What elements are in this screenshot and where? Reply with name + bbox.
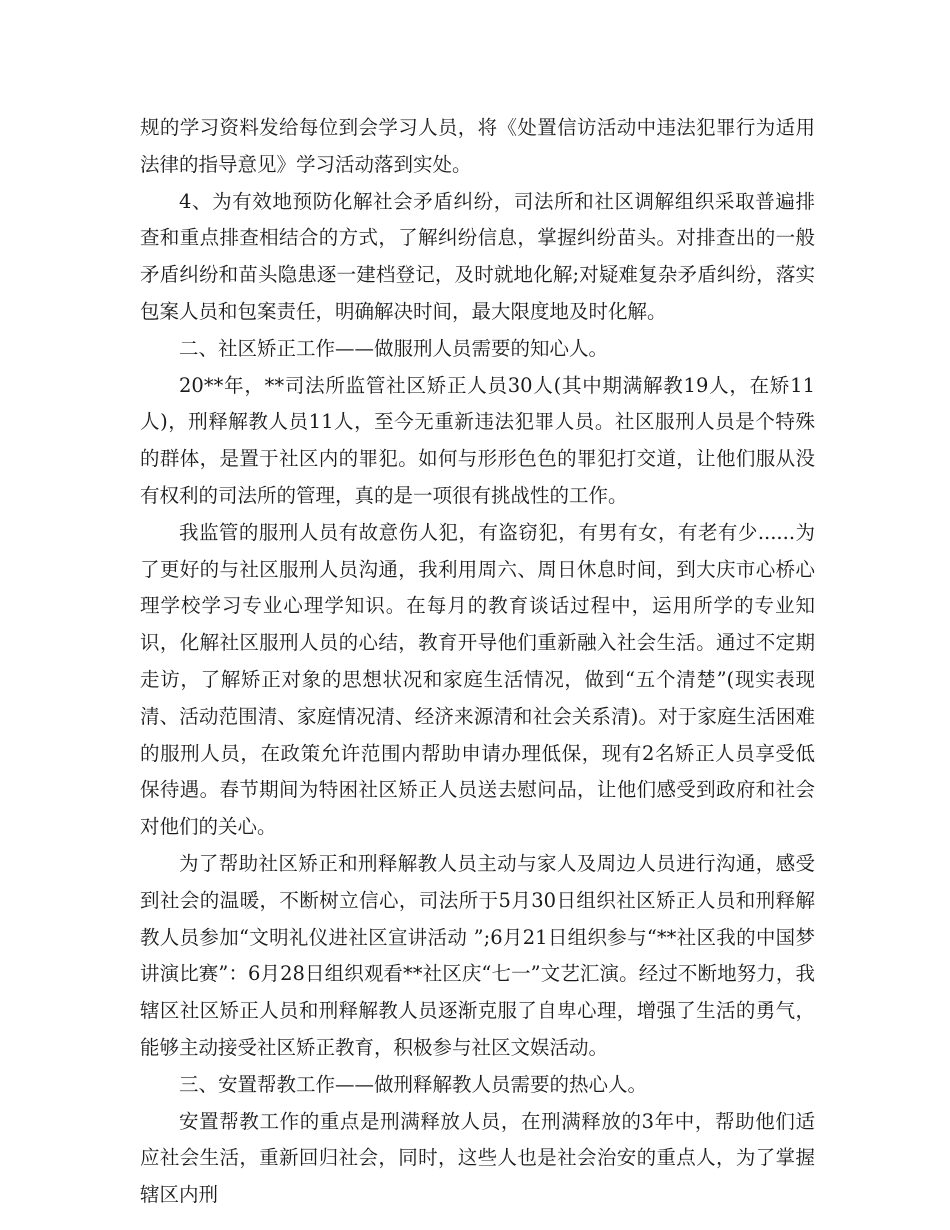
paragraph-1: 规的学习资料发给每位到会学习人员，将《处置信访活动中违法犯罪行为适用法律的指导意见》学习活动落到实处。 xyxy=(140,116,815,176)
paragraph-6: 为了帮助社区矫正和刑释解教人员主动与家人及周边人员进行沟通，感受到社会的温暖，不断树立信心，司法所于5月30日组织社区矫正人员和刑释解教人员参加“文明礼仪进社区宣讲活动 ”;6月21日组织参与“**社区我的中国梦讲演比赛”：6月28日组织观看**社区庆“七一”文艺汇演。经过不断地努力，我辖区社区矫正人员和刑释解教人员逐渐克服了自卑心理，增强了生活的勇气，能够主动接受社区矫正教育，积极参与社区文娱活动。 xyxy=(140,851,815,1059)
paragraph-5: 我监管的服刑人员有故意伤人犯，有盗窃犯，有男有女，有老有少......为了更好的与社区服刑人员沟通，我利用周六、周日休息时间，到大庆市心桥心理学校学习专业心理学知识。在每月的教育谈话过程中，运用所学的专业知识，化解社区服刑人员的心结，教育开导他们重新融入社会生活。通过不定期走访，了解矫正对象的思想状况和家庭生活情况，做到“五个清楚”(现实表现清、活动范围清、家庭情况清、经济来源清和社会关系清)。对于家庭生活困难的服刑人员，在政策允许范围内帮助申请办理低保，现有2名矫正人员享受低保待遇。春节期间为特困社区矫正人员送去慰问品，让他们感受到政府和社会对他们的关心。 xyxy=(140,520,815,839)
section-heading-3: 三、安置帮教工作——做刑释解教人员需要的热心人。 xyxy=(179,1072,648,1096)
section-heading-2: 二、社区矫正工作——做服刑人员需要的知心人。 xyxy=(179,336,609,360)
paragraph-4: 20**年，**司法所监管社区矫正人员30人(其中期满解教19人，在矫11人)，刑释解教人员11人，至今无重新违法犯罪人员。社区服刑人员是个特殊的群体，是置于社区内的罪犯。如何与形形色色的罪犯打交道，让他们服从没有权利的司法所的管理，真的是一项很有挑战性的工作。 xyxy=(140,373,815,507)
paragraph-8: 安置帮教工作的重点是刑满释放人员，在刑满释放的3年中，帮助他们适应社会生活，重新回归社会，同时，这些人也是社会治安的重点人，为了掌握辖区内刑 xyxy=(140,1109,815,1207)
document-page xyxy=(140,110,815,1214)
paragraph-2: 4、为有效地预防化解社会矛盾纠纷，司法所和社区调解组织采取普遍排查和重点排查相结合的方式，了解纠纷信息，掌握纠纷苗头。对排查出的一般矛盾纠纷和苗头隐患逐一建档登记，及时就地化解;对疑难复杂矛盾纠纷，落实包案人员和包案责任，明确解决时间，最大限度地及时化解。 xyxy=(140,189,815,323)
